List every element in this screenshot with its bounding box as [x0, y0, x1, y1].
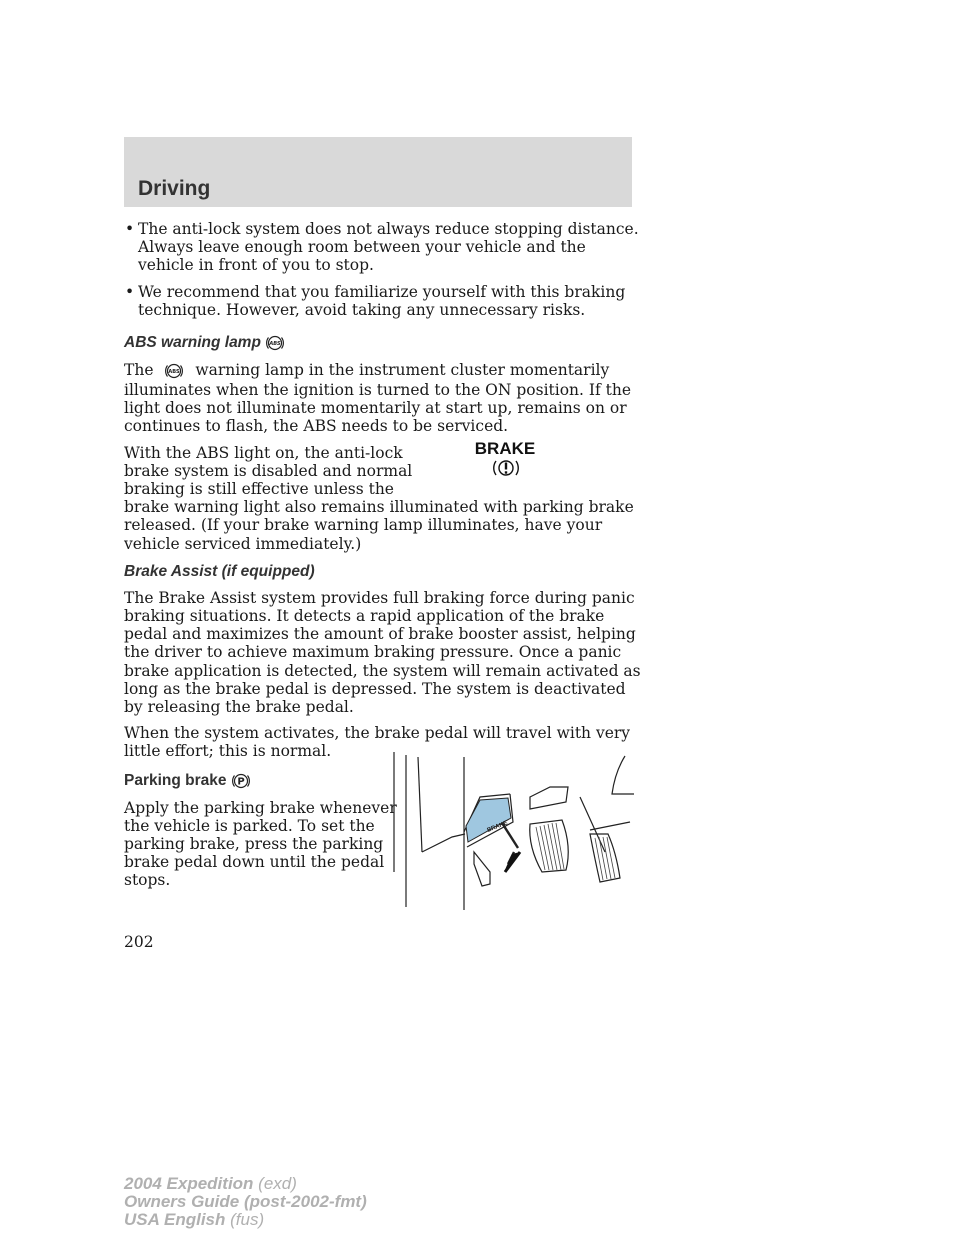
footer-model-code: (exd) [258, 1174, 297, 1193]
brake-assist-paragraph-1: The Brake Assist system provides full braking force during panic braking situations. It detects a rapid application of the brake pedal and maximizes the amount of brake booster assist, helping the driver to achieve maximum braking pressure. Once a panic brake application is detected, the system will remain activated as long as the brake pedal is depressed. The system is deactivated by releasing the brake pedal. [124, 588, 641, 717]
bullet-item: • The anti-lock system does not always reduce stopping distance. Always leave enough room between your vehicle and the vehicle in front of you to stop. [124, 220, 644, 275]
brake-warning-lamp-figure [470, 437, 540, 482]
abs-icon-text: ABS [269, 341, 281, 348]
abs-paragraph-2-line-c: braking is still effective unless the [124, 480, 394, 499]
parking-brake-pedal-illustration [390, 752, 640, 912]
parking-icon-text: P [237, 776, 245, 788]
abs-paragraph-2-line-e: illuminated with parking brake released. (If your brake warning lamp illuminates, have your vehicle serviced immediately.) [124, 498, 634, 553]
abs-paragraph-2-line-b: brake system is disabled and normal [124, 461, 413, 480]
abs-inline-icon-text: ABS [168, 369, 181, 376]
abs-heading [124, 333, 644, 353]
abs-paragraph-1 [124, 361, 644, 436]
brake-lamp-label: BRAKE [474, 439, 536, 458]
parking-brake-line-4: brake pedal down until the pedal [124, 853, 385, 872]
section-title: Driving [138, 177, 211, 200]
abs-paragraph-2-line-a: With the ABS light on, the anti-lock [124, 443, 403, 462]
section-header [124, 137, 632, 207]
footer-guide-type: Owners Guide (post-2002-fmt) [124, 1192, 367, 1211]
abs-paragraph-lead: The [124, 361, 154, 380]
brake-assist-paragraph-2: When the system activates, the brake pedal will travel with very little effort; this is normal. [124, 724, 631, 761]
footer-line-1 [124, 1175, 367, 1193]
document-footer [124, 1175, 367, 1229]
parking-brake-heading-text: Parking brake [124, 771, 227, 789]
footer-line-3 [124, 1211, 367, 1229]
abs-paragraph-rest: warning lamp in the instrument cluster momentarily illuminates when the ignition is turned to the ON position. If the light does not illuminate momentarily at start up, remains on or continues to flash, the ABS needs to be serviced. [124, 361, 632, 436]
parking-brake-line-5: stops. [124, 871, 171, 890]
brake-assist-heading: Brake Assist (if equipped) [124, 562, 315, 580]
footer-language: USA English [124, 1210, 226, 1229]
abs-paragraph-2 [124, 444, 644, 553]
abs-paragraph-2-line-d: brake warning light also remains [124, 498, 385, 517]
abs-warning-icon [265, 333, 285, 353]
footer-model: 2004 Expedition [124, 1174, 254, 1193]
parking-brake-icon [231, 771, 251, 791]
abs-warning-icon-inline [164, 361, 184, 381]
page-number: 202 [124, 933, 154, 951]
parking-brake-line-1: Apply the parking brake whenever [124, 798, 397, 817]
parking-brake-line-2: the vehicle is parked. To set the [124, 816, 375, 835]
abs-heading-text: ABS warning lamp [124, 334, 261, 352]
pedal-brake-label: BRAKE [486, 820, 509, 834]
footer-language-code: (fus) [230, 1210, 265, 1229]
parking-brake-line-3: parking brake, press the parking [124, 835, 384, 854]
bullet-item: • We recommend that you familiarize yourself with this braking technique. However, avoid taking any unnecessary risks. [124, 283, 644, 319]
footer-line-2 [124, 1193, 367, 1211]
